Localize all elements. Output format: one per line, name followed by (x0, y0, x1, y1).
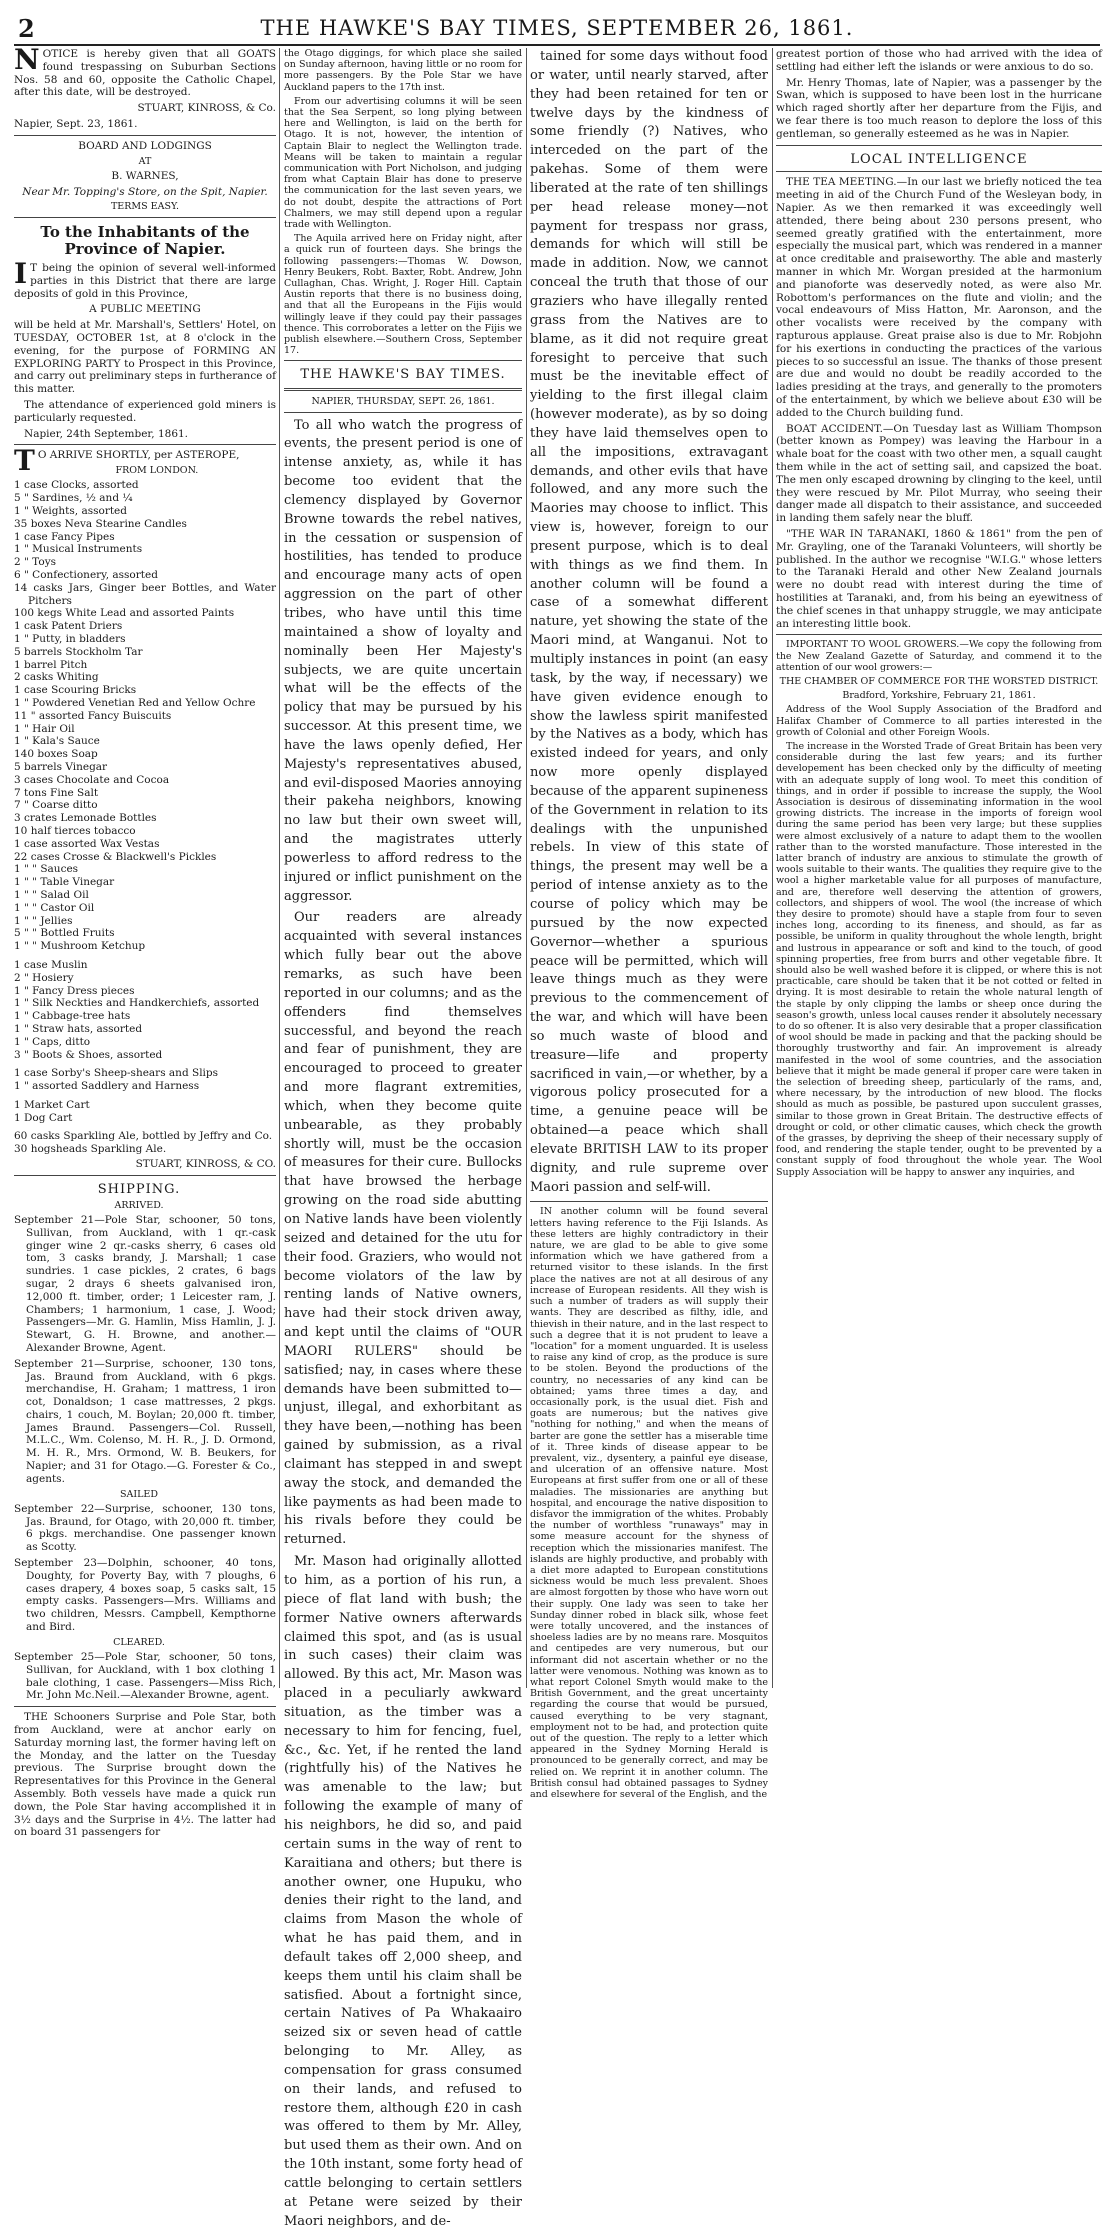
inventory-item: 1 Dog Cart (14, 1111, 73, 1124)
inventory-item: 35 boxes Neva Stearine Candles (14, 517, 187, 530)
paragraph: To all who watch the progress of events, the present period is one of intense anxiety, as, while it has become too evident that the clemency displayed by Governor Browne towards the rebel natives, in the cessation or suspension of hostilities, has tended to produce and encourage many acts of open aggression on the part of other tribes, who have until this time maintained a show of loyalty and nominally been Her Majesty's subjects, we are quite uncertain what will be the effects of the policy that may be pursued by his successor. At this present time, we have the laws openly defied, Her Majesty's representatives abused, and evil-disposed Maories annoying their pakeha neighbors, knowing no law but their own sweet will, and the magistrates utterly powerless to afford redress to the injured or inflict punishment on the aggressor. (284, 417, 522, 904)
inventory-list (14, 1067, 276, 1093)
article-text: The increase in the Worsted Trade of Great Britain has been very considerable during the last few years; and its further developement has been checked only by the difficulty of meeting with an adequate supply of long wool. To meet this condition of things, and in order if possible to increase the supply, the Wool Association is desirous of disseminating information in the wool growing districts. The increase in the imports of foreign wool during the same period has been very large; but these supplies were almost exclusively of a nature to adapt them to the woollen rather than to the worsted manufacture. Those interested in the latter branch of industry are anxious to stimulate the growth of wools suitable to their wants. The qualities they require give to the wool a higher marketable value for all purposes of manufacture, and are, therefore well deserving the attention of growers, collectors, and shippers of wool. The wool (the increase of which they desire to promote) should have a staple from four to seven inches long, according to its fineness, and should, as far as possible, be uniform in quality throughout the whole length, bright and lustrous in appearance or soft and kind to the touch, of good spinning properties, free from burrs and other vegetable fibre. It should also be well washed before it is clipped, or where this is not practicable, care should be taken that it be not cotted or felted in drying. It is most desirable to retain the whole natural length of the staple by only clipping the lambs or sheep once during the season's growth, unless local causes render it absolutely necessary to do so oftener. It is also very desirable that a proper classification of wool should be made in packing and that the packing should be thoroughly trustworthy and fair. An improvement is already manifested in the wool of some countries, and the association believe that it might be made general if proper care were taken in the selection of breeding sheep, particularly of the rams, and, where necessary, by the introduction of new blood. The flocks should as much as possible, be pastured upon succulent grasses, similar to those grown in Great Britain. The destructive effects of drought or cold, or other climatic causes, which check the growth of the grasses, by depriving the sheep of their necessary supply of food, and rendering the staple tender, ought to be prevented by a constant supply of food throughout the whole year. The Wool Supply Association will be happy to answer any inquiries, and (776, 740, 1102, 1178)
article-text: Address of the Wool Supply Association of the Bradford and Halifax Chamber of Commerce to all parties interested in the growth of Colonial and other Foreign Wools. (776, 704, 1102, 738)
inventory-item: 60 casks Sparkling Ale, bottled by Jeffry and Co. (14, 1130, 273, 1143)
section-heading: SHIPPING. (97, 1181, 181, 1197)
divider (776, 145, 1102, 146)
notice-text: T being the opinion of several well-informed parties in this District that there are large deposits of gold in this Province, (14, 262, 276, 300)
paragraph: September 23—Dolphin, schooner, 40 tons, Doughty, for Poverty Bay, with 7 ploughs, 6 cases drapery, 4 boxes soap, 5 casks salt, 15 empty casks. Passengers—Mrs. Williams and two children, Messrs. Campbell, Kempthorne and Bird. (14, 1557, 276, 1634)
inventory-item: 1 " Cabbage-tree hats (14, 1010, 131, 1023)
meeting-heading: A PUBLIC MEETING (89, 303, 201, 316)
subheading: CLEARED. (113, 1636, 165, 1648)
inventory-item: 14 casks Jars, Ginger beer Bottles, and Water Pitchers (14, 581, 276, 607)
inventory-item: 22 cases Crosse & Blackwell's Pickles (14, 850, 217, 863)
subheading: SAILED (120, 1488, 158, 1500)
shipping-closing: THE Schooners Surprise and Pole Star, both from Auckland, were at anchor early on Saturday morning last, the former having left on the Monday, and the latter on the Tuesday previous. The Surprise brought down the Representatives for this Province in the General Assembly. Both vessels have made a quick run down, the Pole Star having accomplished it in 3½ days and the Surprise in 4½. The latter had on board 31 passengers for (14, 1711, 276, 1839)
inventory-list (14, 479, 276, 952)
page-number: 2 (18, 14, 35, 43)
inventory-item: 1 case Sorby's Sheep-shears and Slips (14, 1067, 219, 1080)
inventory-item: 10 half tierces tobacco (14, 824, 136, 837)
paragraph: September 21—Surprise, schooner, 130 tons, Jas. Braund from Auckland, with 6 pkgs. merchandise, H. Graham; 1 mattress, 1 iron cot, Donaldson; 1 case mattresses, 2 pkgs. chairs, 1 couch, M. Boylan; 20,000 ft. timber, James Braund. Passengers—Col. Russell, M.L.C., Wm. Colenso, M. H. R., J. D. Ormond, M. H. R., Mrs. Ormond, W. B. Beukers, for Napier; and 31 for Otago.—G. Forester & Co., agents. (14, 1357, 276, 1485)
inventory-list (14, 1099, 276, 1125)
inventory-item: 1 " Putty, in bladders (14, 633, 126, 645)
inventory-item: 1 " Weights, assorted (14, 505, 127, 518)
news-item: BOAT ACCIDENT.—On Tuesday last as William Thompson (better known as Pompey) was leaving the Harbour in a whale boat for the coast with two other men, a squall caught them while in the act of setting sail, and capsized the boat. The men only escaped drowning by clinging to the keel, until they were rescued by Mr. Pilot Murray, who seeing their danger made all dispatch to their assistance, and succeeded in landing them safely near the bluff. (776, 422, 1102, 525)
notice-date: Napier, Sept. 23, 1861. (14, 117, 138, 130)
notice-text: will be held at Mr. Marshall's, Settlers' Hotel, on TUESDAY, OCTOBER 1st, at 8 o'clock in the evening, for the purpose of FORMING AN EXPLORING PARTY to Prospect in this Province, and carry out preliminary steps in furtherance of this matter. (14, 319, 276, 396)
ad-at: AT (138, 155, 152, 167)
inventory-item: 7 " Coarse ditto (14, 799, 98, 812)
column-divider (279, 48, 280, 1688)
arrival-ad (14, 444, 276, 1171)
section-heading: LOCAL INTELLIGENCE (850, 151, 1028, 167)
article-text: From our advertising columns it will be seen that the Sea Serpent, so long plying between here and Wellington, is laid on the berth for Otago. It is not, however, the intention of Captain Blair to neglect the Wellington trade. Means will be taken to maintain a regular communication with Port Nicholson, and judging from what Captain Blair has done to preserve the communication for the last seven years, we do not doubt, despite the attractions of Port Chalmers, we may still depend upon a regular trade with Wellington. (284, 95, 522, 231)
shipping-entries (14, 1651, 276, 1702)
dropcap: T (14, 444, 35, 478)
inhabitants-notice (14, 224, 276, 441)
divider (530, 1201, 768, 1202)
inventory-item: 3 crates Lemonade Bottles (14, 812, 157, 825)
ad-name: B. WARNES, (111, 169, 179, 182)
divider (14, 217, 276, 218)
inventory-list (14, 959, 276, 1061)
divider (14, 135, 276, 136)
inventory-item: 5 " " Bottled Fruits (14, 927, 115, 940)
inventory-item: 1 " " Castor Oil (14, 901, 95, 914)
notice-text: The attendance of experienced gold miners is particularly requested. (14, 399, 276, 424)
news-item: THE TEA MEETING.—In our last we briefly noticed the tea meeting in aid of the Church Fund of the Wesleyan body, in Napier. As we then remarked it was exceedingly well attended, there being about 230 persons present, who seemed greatly gratified with the entertainment, more especially the musical part, which was rendered in a manner at once creditable and praiseworthy. The able and masterly manner in which Mr. Worgan presided at the harmonium and pianoforte was deservedly noted, as were also Mr. Robottom's performances on the flute and violin; and the vocal endeavours of Miss Hatton, Mr. Aaronson, and the other vocalists were received by the company with rapturous applause. Great praise also is due to Mr. Robjohn for his exertions in conducting the practices of the various pieces to so successful an issue. The thanks of those present are due and would no doubt be readily accorded to the ladies presiding at the trays, and generally to the promoters of the entertainment, by which we believe about £30 will be added to the Church building fund. (776, 176, 1102, 419)
shipping-entries (14, 1214, 276, 1486)
inventory-item: 2 casks Whiting (14, 671, 99, 684)
column-divider (772, 48, 773, 1688)
notice-date: Napier, 24th September, 1861. (24, 427, 189, 440)
inventory-item: 5 " Sardines, ½ and ¼ (14, 492, 133, 505)
inventory-item: 11 " assorted Fancy Buiscuits (14, 709, 172, 722)
news-item: "THE WAR IN TARANAKI, 1860 & 1861" from the pen of Mr. Grayling, one of the Taranaki Volunteers, will shortly be published. In the author we recognise "W.I.G." whose letters to the Taranaki Herald and other New Zealand journals were no doubt read with interest during the time of hostilities at Taranaki, and, from his being an eyewitness of the chief scenes in that unhappy struggle, we may anticipate an interesting little book. (776, 527, 1102, 630)
inventory-item: 100 kegs White Lead and assorted Paints (14, 607, 235, 620)
article-text: the Otago diggings, for which place she sailed on Sunday afternoon, having little or no room for more passengers. By the Pole Star we have Auckland papers to the 17th inst. (284, 48, 522, 93)
newspaper-title: THE HAWKE'S BAY TIMES, SEPTEMBER 26, 1861. (260, 16, 854, 40)
subheading: THE CHAMBER OF COMMERCE FOR THE WORSTED DISTRICT. (779, 675, 1099, 687)
inventory-item: 1 case assorted Wax Vestas (14, 837, 160, 850)
inventory-item: 5 barrels Stockholm Tar (14, 645, 143, 658)
inventory-item: 2 " Toys (14, 556, 57, 569)
news-item: IMPORTANT TO WOOL GROWERS.—We copy the following from the New Zealand Gazette of Saturday, and commend it to the attention of our wool growers:— (776, 639, 1102, 673)
ad-place: Near Mr. Topping's Store, on the Spit, Napier. (22, 185, 268, 198)
article-text: Mr. Henry Thomas, late of Napier, was a passenger by the Swan, which is supposed to have been lost in the hurricane which raged shortly after her departure from the Fijis, and we fear there is too much reason to deplore the loss of this gentleman, so generally esteemed as he was in Napier. (776, 76, 1102, 140)
paragraph: September 22—Surprise, schooner, 130 tons, Jas. Braund, for Otago, with 20,000 ft. timber, 6 pkgs. merchandise. One passenger known as Scotty. (14, 1502, 276, 1554)
column-divider (526, 48, 527, 1688)
paragraph: September 21—Pole Star, schooner, 50 tons, Sullivan, from Auckland, with 1 qr.-cask ginger wine 2 qr.-casks sherry, 6 cases old tom, 3 casks brandy, J. Marshall; 1 case sundries. 1 case pickles, 2 crates, 6 bags sugar, 2 drays 6 sheets galvanised iron, 12,000 ft. timber, order; 1 Leicester ram, J. Chambers; 1 harmonium, 1 case, J. Wood; Passengers—Mr. G. Hamlin, Miss Hamlin, J. J. Stewart, G. H. Browne, and another.—Alexander Browne, Agent. (14, 1213, 276, 1354)
inventory-item: 1 case Scouring Bricks (14, 684, 137, 697)
inventory-item: 6 " Confectionery, assorted (14, 569, 158, 582)
divider (284, 412, 522, 413)
ad-terms: TERMS EASY. (110, 201, 180, 213)
ad-heading: BOARD AND LODGINGS (78, 139, 212, 152)
article-text: The Aquila arrived here on Friday night, after a quick run of fourteen days. She brings the following passengers:—Thomas W. Dowson, Henry Beukers, Robt. Baxter, Robt. Andrew, John Cullaghan, Chas. Wright, J. Roger Hill. Captain Austin reports that there is no business doing, and that all the Europeans in the Fijis would willingly leave if they could pay their passages thence. This corroborates a letter on the Fijis we publish elsewhere.—Southern Cross, September 17. (284, 233, 522, 357)
inventory-item: 1 " Kala's Sauce (14, 735, 100, 748)
inventory-item: 7 tons Fine Salt (14, 786, 99, 799)
fiji-article (530, 1206, 768, 1800)
inventory-item: 1 " " Table Vinegar (14, 876, 115, 889)
inventory-item: 1 " Fancy Dress pieces (14, 984, 135, 997)
inventory-item: 1 " Powdered Venetian Red and Yellow Ochre (14, 696, 256, 709)
divider (776, 634, 1102, 635)
inventory-item: 1 case Clocks, assorted (14, 479, 139, 492)
inventory-item: 1 " " Sauces (14, 863, 79, 876)
inventory-item: 1 Market Cart (14, 1098, 90, 1111)
article-text: greatest portion of those who had arrived with the idea of settling had either left the islands or were anxious to do so. (776, 48, 1102, 73)
shipping-entries (14, 1503, 276, 1634)
shipping-section (14, 1182, 276, 1702)
inventory-list (14, 1130, 276, 1156)
inventory-item: 1 barrel Pitch (14, 658, 88, 671)
masthead (14, 12, 1100, 46)
editorial-dateline: NAPIER, THURSDAY, SEPT. 26, 1861. (311, 396, 495, 408)
divider (14, 1706, 276, 1707)
inventory-item: 30 hogsheads Sparkling Ale. (14, 1143, 167, 1156)
divider (14, 444, 276, 445)
editorial-body (284, 417, 522, 2232)
ad-signature: STUART, KINROSS, & CO. (135, 1158, 276, 1171)
column-4 (776, 48, 1102, 1688)
inventory-item: 1 " Silk Neckties and Handkerchiefs, assorted (14, 997, 260, 1010)
paragraph: tained for some days without food or water, until nearly starved, after they had been retained for ten or twelve days by the kindness of some friendly (?) Natives, who interceded on the part of the pakehas. Some of them were liberated at the rate of ten shillings per head release money—not payment for trespass nor grass, demands for which will still be made in addition. Now, we cannot conceal the truth that those of our graziers who have illegally rented grass from the Natives are to blame, as it did not require great foresight to perceive that such must be the inevitable effect of yielding to the first illegal claim (however moderate), as by so doing they have laid themselves open to all the impositions, extravagant demands, and other evils that have followed, and any more such the Maories may choose to inflict. This view is, however, foreign to our present purpose, which is to deal with things as we find them. In another column will be found a case of a somewhat different nature, yet showing the state of the Maori mind, at Wanganui. Not to multiply instances in point (an easy task, by the way, if necessary) we have given evidence enough to show the lawless spirit manifested by the Natives as a body, which has existed indeed for years, and only now more openly displayed because of the apparent supineness of the Government in relation to its dealings with the unpunished rebels. In view of this state of things, the present may well be a period of intense anxiety as to the course of policy which may be pursued by the now expected Governor—whether a spurious peace will be permitted, which will leave things much as they were previous to the commencement of the war, and which will have been so much waste of blood and treasure—life and property sacrificed in vain,—or whether, by a vigorous policy prosecuted for a time, a genuine peace will be obtained—a peace which shall elevate BRITISH LAW to its proper dignity, and rule supreme over Maori passion and self-will. (530, 49, 768, 1195)
inventory-item: 140 boxes Soap (14, 748, 98, 761)
inventory-item: 1 " " Jellies (14, 914, 73, 927)
paragraph: Our readers are already acquainted with several instances which fully bear out the above remarks, as such have been reported in our columns; and as the offenders find themselves successful, and beyond the reach and fear of punishment, they are encouraged to proceed to greater and more flagrant extremities, which, when they become quite unbearable, as they probably shortly will, must be the occasion of measures for their cure. Bullocks that have browsed the herbage growing on the road side abutting on Native lands have been violently seized and detained for the utu for their food. Graziers, who would not become violators of the law by renting lands of Native owners, have had their stock driven away, and kept until the claims of "OUR MAORI RULERS" should be satisfied; nay, in cases where these demands have been submitted to—unjust, illegal, and exhorbitant as they have been,—nothing has been gained by submission, as a rival claimant has stepped in and swept away the stock, and demanded the like payments as had been made to his rivals before they could be returned. (284, 910, 522, 1548)
divider (776, 171, 1102, 172)
inventory-item: 2 " Hosiery (14, 971, 74, 984)
divider (14, 1175, 276, 1176)
inventory-item: 3 cases Chocolate and Cocoa (14, 773, 170, 786)
inventory-item: 5 barrels Vinegar (14, 760, 108, 773)
paragraph: September 25—Pole Star, schooner, 50 tons, Sullivan, for Auckland, with 1 box clothing 1 bale clothing, 1 case. Passengers—Miss Rich, Mr. John Mc.Neil.—Alexander Browne, agent. (14, 1651, 276, 1702)
inventory-item: 1 " " Salad Oil (14, 888, 89, 901)
dateline: Bradford, Yorkshire, February 21, 1861. (842, 690, 1036, 702)
ad-from: FROM LONDON. (115, 465, 199, 477)
editorial-continued (530, 48, 768, 1197)
notice-text: OTICE is hereby given that all GOATS found trespassing on Suburban Sections Nos. 58 and 60, opposite the Catholic Chapel, after this date, will be destroyed. (14, 48, 276, 99)
divider (284, 360, 522, 361)
inventory-item: 1 case Muslin (14, 958, 88, 971)
column-1 (14, 43, 276, 1839)
ad-heading: O ARRIVE SHORTLY, per ASTEROPE, (37, 449, 240, 462)
dropcap: N (14, 43, 40, 76)
subheading: ARRIVED. (114, 1199, 164, 1211)
editorial-banner: THE HAWKE'S BAY TIMES. (300, 367, 506, 383)
inventory-item: 1 " Caps, ditto (14, 1035, 91, 1048)
divider (284, 388, 522, 391)
inventory-item: 3 " Boots & Shoes, assorted (14, 1048, 163, 1061)
board-lodgings-ad (14, 140, 276, 213)
notice-signature: STUART, KINROSS, & Co. (137, 102, 276, 115)
column-2 (284, 48, 522, 2229)
inventory-item: 1 " Hair Oil (14, 722, 75, 735)
goats-notice (14, 43, 276, 131)
inventory-item: 1 " Musical Instruments (14, 543, 143, 556)
inventory-item: 1 case Fancy Pipes (14, 530, 115, 543)
inventory-item: 1 cask Patent Driers (14, 620, 123, 633)
paragraph: IN another column will be found several letters having reference to the Fiji Islands. As these letters are highly contradictory in their nature, we are glad to be able to give some information which we have gathered from a returned visitor to these islands. In the first place the natives are not at all desirous of any increase of European residents. All they wish is such a number of traders as will supply their wants. They are described as filthy, idle, and thievish in their nature, and in the last respect to such a degree that it is not prudent to leave a "location" for a moment unguarded. It is useless to raise any kind of crop, as the produce is sure to be stolen. Beyond the productions of the country, no necessaries of any kind can be obtained; yams three times a day, and occasionally pork, is the usual diet. Fish and goats are numerous; but the natives give "nothing for nothing," and when the means of barter are gone the settler has a miserable time of it. Three kinds of disease appear to be prevalent, viz., dysentery, a painful eye disease, and ulceration of an offensive nature. Most Europeans at first suffer from one or all of these maladies. The missionaries are anything but hospital, and encourage the native disposition to disfavor the immigration of the whites. Probably the number of worthless "runaways" may in some measure account for the shyness of reception which the missionaries manifest. The islands are highly productive, and probably with a diet more adapted to European constitutions sickness would be much less prevalent. Shoes are almost forgotten by those who have worn out their supply. One lady was seen to take her Sunday dinner robed in black silk, whose feet were totally uncovered, and the instances of shoeless ladies are by no means rare. Mosquitos and centipedes are very numerous, but our informant did not ascertain whether or no the latter were venomous. Nothing was known as to what report Colonel Smyth would make to the British Government, and the great uncertainty regarding the course that would be pursued, caused everything to be very stagnant, employment not to be had, and protection quite out of the question. The reply to a letter which appeared in the Sydney Morning Herald is pronounced to be generally correct, and may be relied on. We reprint it in another column. The British consul had obtained passages to Sydney and elsewhere for several of the English, and the (530, 1206, 768, 1801)
paragraph: Mr. Mason had originally allotted to him, as a portion of his run, a piece of flat land with bush; the former Native owners afterwards claimed this spot, and (as is usual in such cases) their claim was allowed. By this act, Mr. Mason was placed in a peculiarly awkward situation, as the timber was a necessary to him for fencing, fuel, &c., &c. Yet, if he rented the land (rightfully his) of the Natives he was amenable to the law; but following the example of many of his neighbors, he did so, and paid certain sums in the way of rent to Karaitiana and others; but there is another owner, one Hupuku, who denies their right to the land, and claims from Mason the whole of what he has paid them, and in default takes off 2,000 sheep, and keeps them until his claim shall be satisfied. About a fortnight since, certain Natives of Pa Whakaairo seized six or seven head of cattle belonging to Mr. Alley, as compensation for grass consumed on their lands, and refused to restore them, although £20 in cash was offered to them by Mr. Alley, but used them as their own. And on the 10th instant, some forty head of cattle belonging to certain settlers at Petane were seized by their Maori neighbors, and de- (284, 1554, 522, 2229)
dropcap: I (14, 257, 28, 291)
inventory-item: 1 " assorted Saddlery and Harness (14, 1080, 200, 1093)
column-3 (530, 48, 768, 1801)
inventory-item: 1 " Straw hats, assorted (14, 1022, 143, 1035)
notice-heading: To the Inhabitants of the Province of Napier. (40, 222, 250, 258)
inventory-item: 1 " " Mushroom Ketchup (14, 940, 146, 953)
